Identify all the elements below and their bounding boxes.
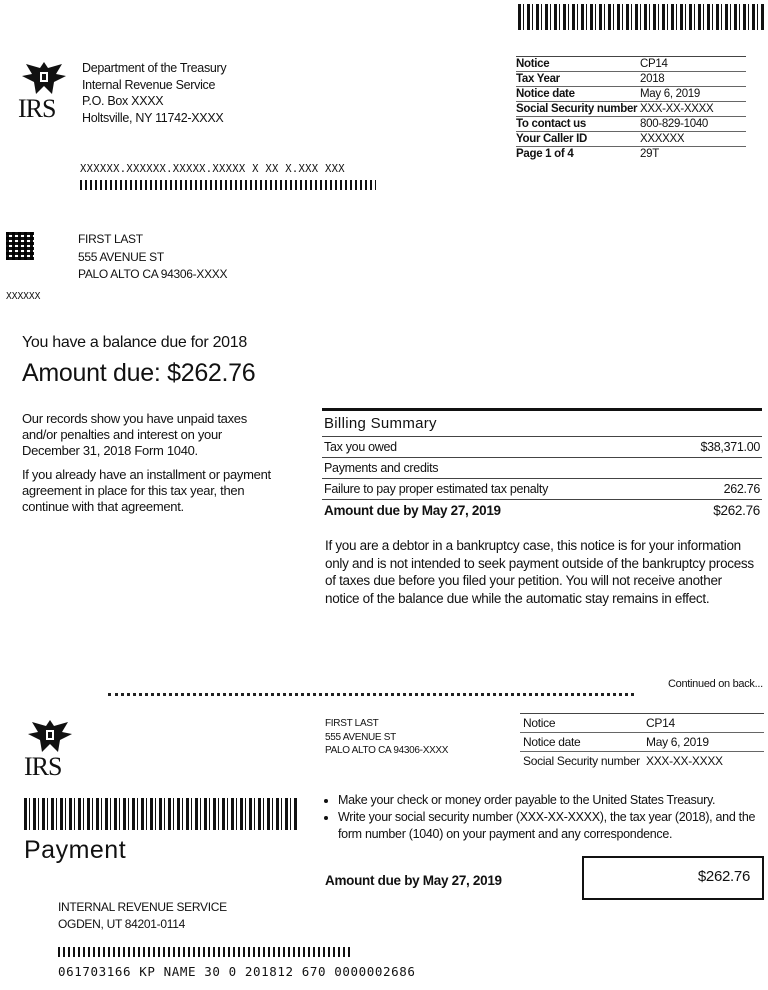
billing-row-value: 262.76 — [723, 482, 760, 496]
payment-recipient-line: FIRST LAST — [325, 718, 379, 729]
bankruptcy-notice: If you are a debtor in a bankruptcy case, this notice is for your information only and is not intended to seek payment outside of the bankruptcy process of taxes due before you filed your petition. You will not receive another notice of the balance due while the automatic stay remains in effect. — [325, 538, 754, 606]
payment-amount-label: Amount due by May 27, 2019 — [325, 873, 502, 888]
notice-row — [516, 102, 746, 117]
notice-value: 2018 — [640, 72, 746, 87]
notice-row — [516, 132, 746, 147]
notice-label: To contact us — [516, 117, 640, 132]
amount-due-heading: Amount due: $262.76 — [22, 359, 256, 387]
irs-logo — [14, 60, 74, 122]
continued-on-back: Continued on back... — [668, 678, 763, 690]
recipient-qr-code — [6, 232, 34, 260]
explanation-paragraph: If you already have an installment or payment agreement in place for this tax year, then continue with that agreement. — [22, 467, 271, 514]
payment-info-value: May 6, 2019 — [646, 733, 764, 752]
balance-subtitle: You have a balance due for 2018 — [22, 334, 247, 351]
irs-mailing-address — [58, 899, 227, 933]
notice-info-table — [516, 56, 746, 161]
payment-irs-logo — [20, 718, 80, 780]
payment-info-value: CP14 — [646, 714, 764, 733]
payment-irs-logo-text: IRS — [24, 752, 62, 781]
billing-row-label: Payments and credits — [324, 461, 439, 475]
billing-summary-title: Billing Summary — [322, 411, 762, 437]
billing-row-value: $38,371.00 — [700, 440, 760, 454]
notice-label: Notice date — [516, 87, 640, 102]
sender-line: Holtsville, NY 11742-XXXX — [82, 110, 224, 125]
recipient-code: XXXXXX — [6, 291, 41, 302]
recipient-line: PALO ALTO CA 94306-XXXX — [78, 267, 228, 281]
billing-row — [322, 437, 762, 458]
explanation-paragraph: Our records show you have unpaid taxes and/or penalties and interest on your December 31, 2018 Form 1040. — [22, 411, 247, 458]
payment-info-table — [520, 713, 764, 770]
instruction-item: • Write your social security number (XXX-XX-XXXX), the tax year (2018), and the form number (1040) on your payment and any correspondence. — [338, 809, 768, 843]
payment-instructions — [322, 792, 768, 843]
billing-total-row — [322, 500, 762, 521]
irs-address-line: OGDEN, UT 84201-0114 — [58, 917, 185, 931]
irs-address-line: INTERNAL REVENUE SERVICE — [58, 900, 227, 914]
payment-info-value: XXX-XX-XXXX — [646, 754, 723, 768]
payment-amount-value: $262.76 — [697, 868, 750, 885]
payment-postal-barcode — [58, 947, 352, 957]
notice-row — [516, 57, 746, 72]
payment-recipient-line: 555 AVENUE ST — [325, 731, 396, 743]
notice-row — [516, 147, 746, 162]
payment-info-label: Notice — [520, 714, 646, 733]
billing-row — [322, 479, 762, 500]
notice-value: XXXXXX — [640, 132, 746, 147]
notice-row — [516, 87, 746, 102]
notice-label: Tax Year — [516, 72, 640, 87]
notice-value: May 6, 2019 — [640, 87, 746, 102]
instruction-item: • Make your check or money order payable to the United States Treasury. — [338, 792, 768, 809]
payment-recipient — [325, 717, 448, 758]
eagle-icon — [18, 60, 70, 96]
sender-line: Department of the Treasury — [82, 61, 227, 75]
payment-info-row — [520, 733, 764, 752]
explanation-text — [22, 411, 276, 515]
billing-row-label: Failure to pay proper estimated tax penalty — [324, 482, 549, 496]
billing-total-value: $262.76 — [713, 503, 760, 518]
billing-row — [322, 458, 762, 479]
payment-info-label: Notice date — [520, 733, 646, 752]
billing-total-label: Amount due by May 27, 2019 — [324, 503, 501, 518]
notice-label: Notice — [516, 57, 640, 72]
notice-row — [516, 72, 746, 87]
payment-info-row — [520, 714, 764, 733]
routing-code: XXXXXX.XXXXXX.XXXXX.XXXXX X XX X.XXX XXX — [80, 163, 345, 175]
payment-title: Payment — [24, 836, 127, 864]
notice-value: 29T — [640, 148, 659, 160]
notice-row — [516, 117, 746, 132]
sender-line: Internal Revenue Service — [82, 77, 216, 92]
eagle-icon — [24, 718, 76, 754]
notice-label: Your Caller ID — [516, 132, 640, 147]
notice-label: Page 1 of 4 — [516, 148, 574, 160]
notice-value: 800-829-1040 — [640, 117, 746, 132]
postal-barcode — [80, 180, 376, 190]
scanline: 061703166 KP NAME 30 0 201812 670 0000002686 — [58, 964, 416, 979]
payment-info-row — [520, 752, 764, 771]
sender-address — [82, 60, 226, 126]
payment-amount-box — [582, 856, 764, 900]
perforation-line — [108, 693, 634, 696]
sender-line: P.O. Box XXXX — [82, 94, 164, 108]
recipient-line: 555 AVENUE ST — [78, 249, 164, 264]
recipient-line: FIRST LAST — [78, 232, 143, 246]
payment-info-label: Social Security number — [523, 754, 640, 768]
notice-label: Social Security number — [516, 102, 640, 117]
notice-value: CP14 — [640, 57, 746, 72]
irs-logo-text: IRS — [18, 94, 56, 123]
payment-recipient-line: PALO ALTO CA 94306-XXXX — [325, 745, 449, 756]
billing-summary — [322, 408, 762, 521]
recipient-address — [78, 231, 227, 284]
billing-row-label: Tax you owed — [324, 440, 397, 454]
top-barcode — [518, 4, 764, 30]
notice-value: XXX-XX-XXXX — [640, 102, 746, 117]
payment-barcode — [24, 798, 298, 830]
